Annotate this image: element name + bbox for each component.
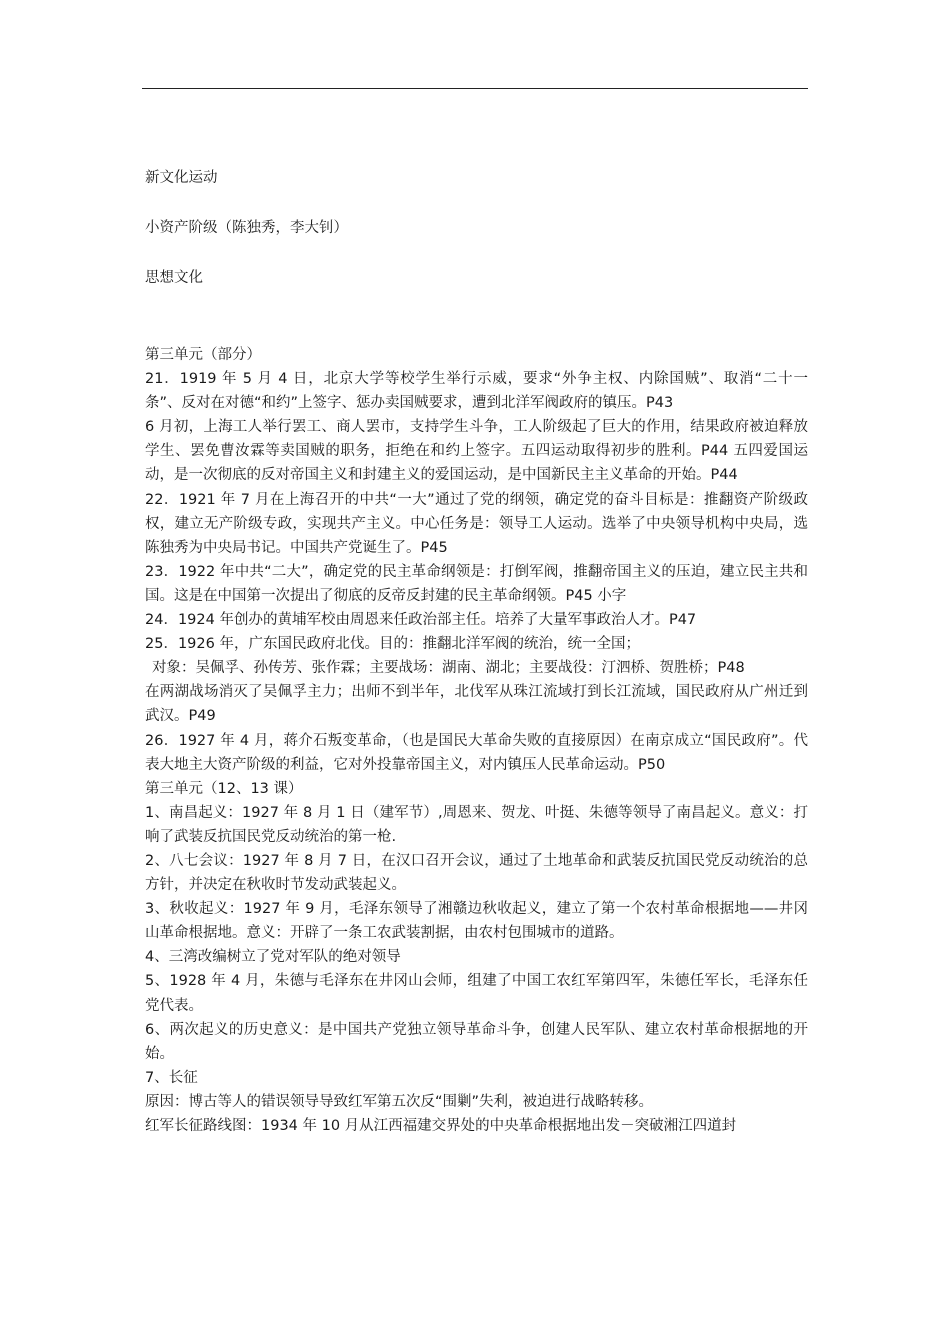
item-autumn-harvest-uprising: 3、秋收起义：1927 年 9 月，毛泽东领导了湘赣边秋收起义，建立了第一个农村革命根据地——井冈山革命根据地。意义：开辟了一条工农武装割据，由农村包围城市的道路。 [145, 901, 808, 942]
paragraph-22: 22．1921 年 7 月在上海召开的中共“一大”通过了党的纲领，确定党的奋斗目标是：推翻资产阶级政权，建立无产阶级专政，实现共产主义。中心任务是：领导工人运动。选举了中央领导机构中央局，选陈独秀为中央局书记。中国共产党诞生了。P45 [145, 491, 808, 556]
heading-ideology-culture: 思想文化 [145, 270, 203, 286]
paragraph-25: 25．1926 年，广东国民政府北伐。目的：推翻北洋军阀的统治，统一全国； [145, 636, 640, 653]
item-nanchang-uprising: 1、南昌起义：1927 年 8 月 1 日（建军节）,周恩来、贺龙、叶挺、朱德等领导了南昌起义。意义：打响了武装反抗国民党反动统治的第一枪. [145, 804, 808, 845]
long-march-reason: 原因：博古等人的错误领导导致红军第五次反“围剿”失利，被迫进行战略转移。 [145, 1093, 654, 1110]
paragraph-23: 23．1922 年中共“二大”，确定党的民主革命纲领是：打倒军阀，推翻帝国主义的压迫，建立民主共和国。这是在中国第一次提出了彻底的反帝反封建的民主革命纲领。P45 小字 [145, 563, 808, 604]
section-title-unit3-lessons: 第三单元（12、13 课） [145, 780, 303, 797]
paragraph-25-result: 在两湖战场消灭了吴佩孚主力；出师不到半年，北伐军从珠江流域打到长江流域，国民政府从广州迁到武汉。P49 [145, 684, 808, 725]
paragraph-june: 6 月初，上海工人举行罢工、商人罢市，支持学生斗争，工人阶级起了巨大的作用，结果政府被迫释放学生、罢免曹汝霖等卖国贼的职务，拒绝在和约上签字。五四运动取得初步的胜利。P44 五四爱国运动，是一次彻底的反对帝国主义和封建主义的爱国运动，是中国新民主主义革命的开始。P44 [145, 419, 808, 484]
item-jinggangshan-meeting: 5、1928 年 4 月，朱德与毛泽东在井冈山会师，组建了中国工农红军第四军，朱德任军长，毛泽东任党代表。 [145, 973, 808, 1014]
item-august-seventh-meeting: 2、八七会议：1927 年 8 月 7 日，在汉口召开会议，通过了土地革命和武装反抗国民党反动统治的总方针，并决定在秋收时节发动武装起义。 [145, 852, 808, 894]
paragraph-21: 21．1919 年 5 月 4 日，北京大学等校学生举行示威，要求“外争主权、内除国贼”、取消“二十一条”、反对在对德“和约”上签字、惩办卖国贼要求，遭到北洋军阀政府的镇压。P43 [145, 371, 808, 412]
paragraph-24: 24．1924 年创办的黄埔军校由周恩来任政治部主任。培养了大量军事政治人才。P47 [145, 612, 697, 629]
heading-petty-bourgeoisie: 小资产阶级（陈独秀，李大钊） [145, 220, 348, 236]
document-body [145, 343, 808, 1138]
paragraph-26: 26．1927 年 4 月，蒋介石叛变革命，（也是国民大革命失败的直接原因）在南京成立“国民政府”。代表大地主大资产阶级的利益，它对外投靠帝国主义，对内镇压人民革命运动。P50 [145, 732, 808, 773]
item-sanwan-reorganization: 4、三湾改编树立了党对军队的绝对领导 [145, 949, 401, 966]
section-title-unit3-part: 第三单元（部分） [145, 347, 261, 363]
item-long-march: 7、长征 [145, 1069, 198, 1086]
heading-new-culture-movement: 新文化运动 [145, 170, 218, 186]
paragraph-25-targets: 对象：吴佩孚、孙传芳、张作霖；主要战场：湖南、湖北；主要战役：汀泗桥、贺胜桥；P48 [152, 660, 745, 677]
item-historical-significance: 6、两次起义的历史意义：是中国共产党独立领导革命斗争，创建人民军队、建立农村革命根据地的开始。 [145, 1021, 808, 1062]
long-march-route: 红军长征路线图：1934 年 10 月从江西福建交界处的中央革命根据地出发－突破湘江四道封 [145, 1118, 737, 1134]
header-rule [142, 88, 808, 89]
